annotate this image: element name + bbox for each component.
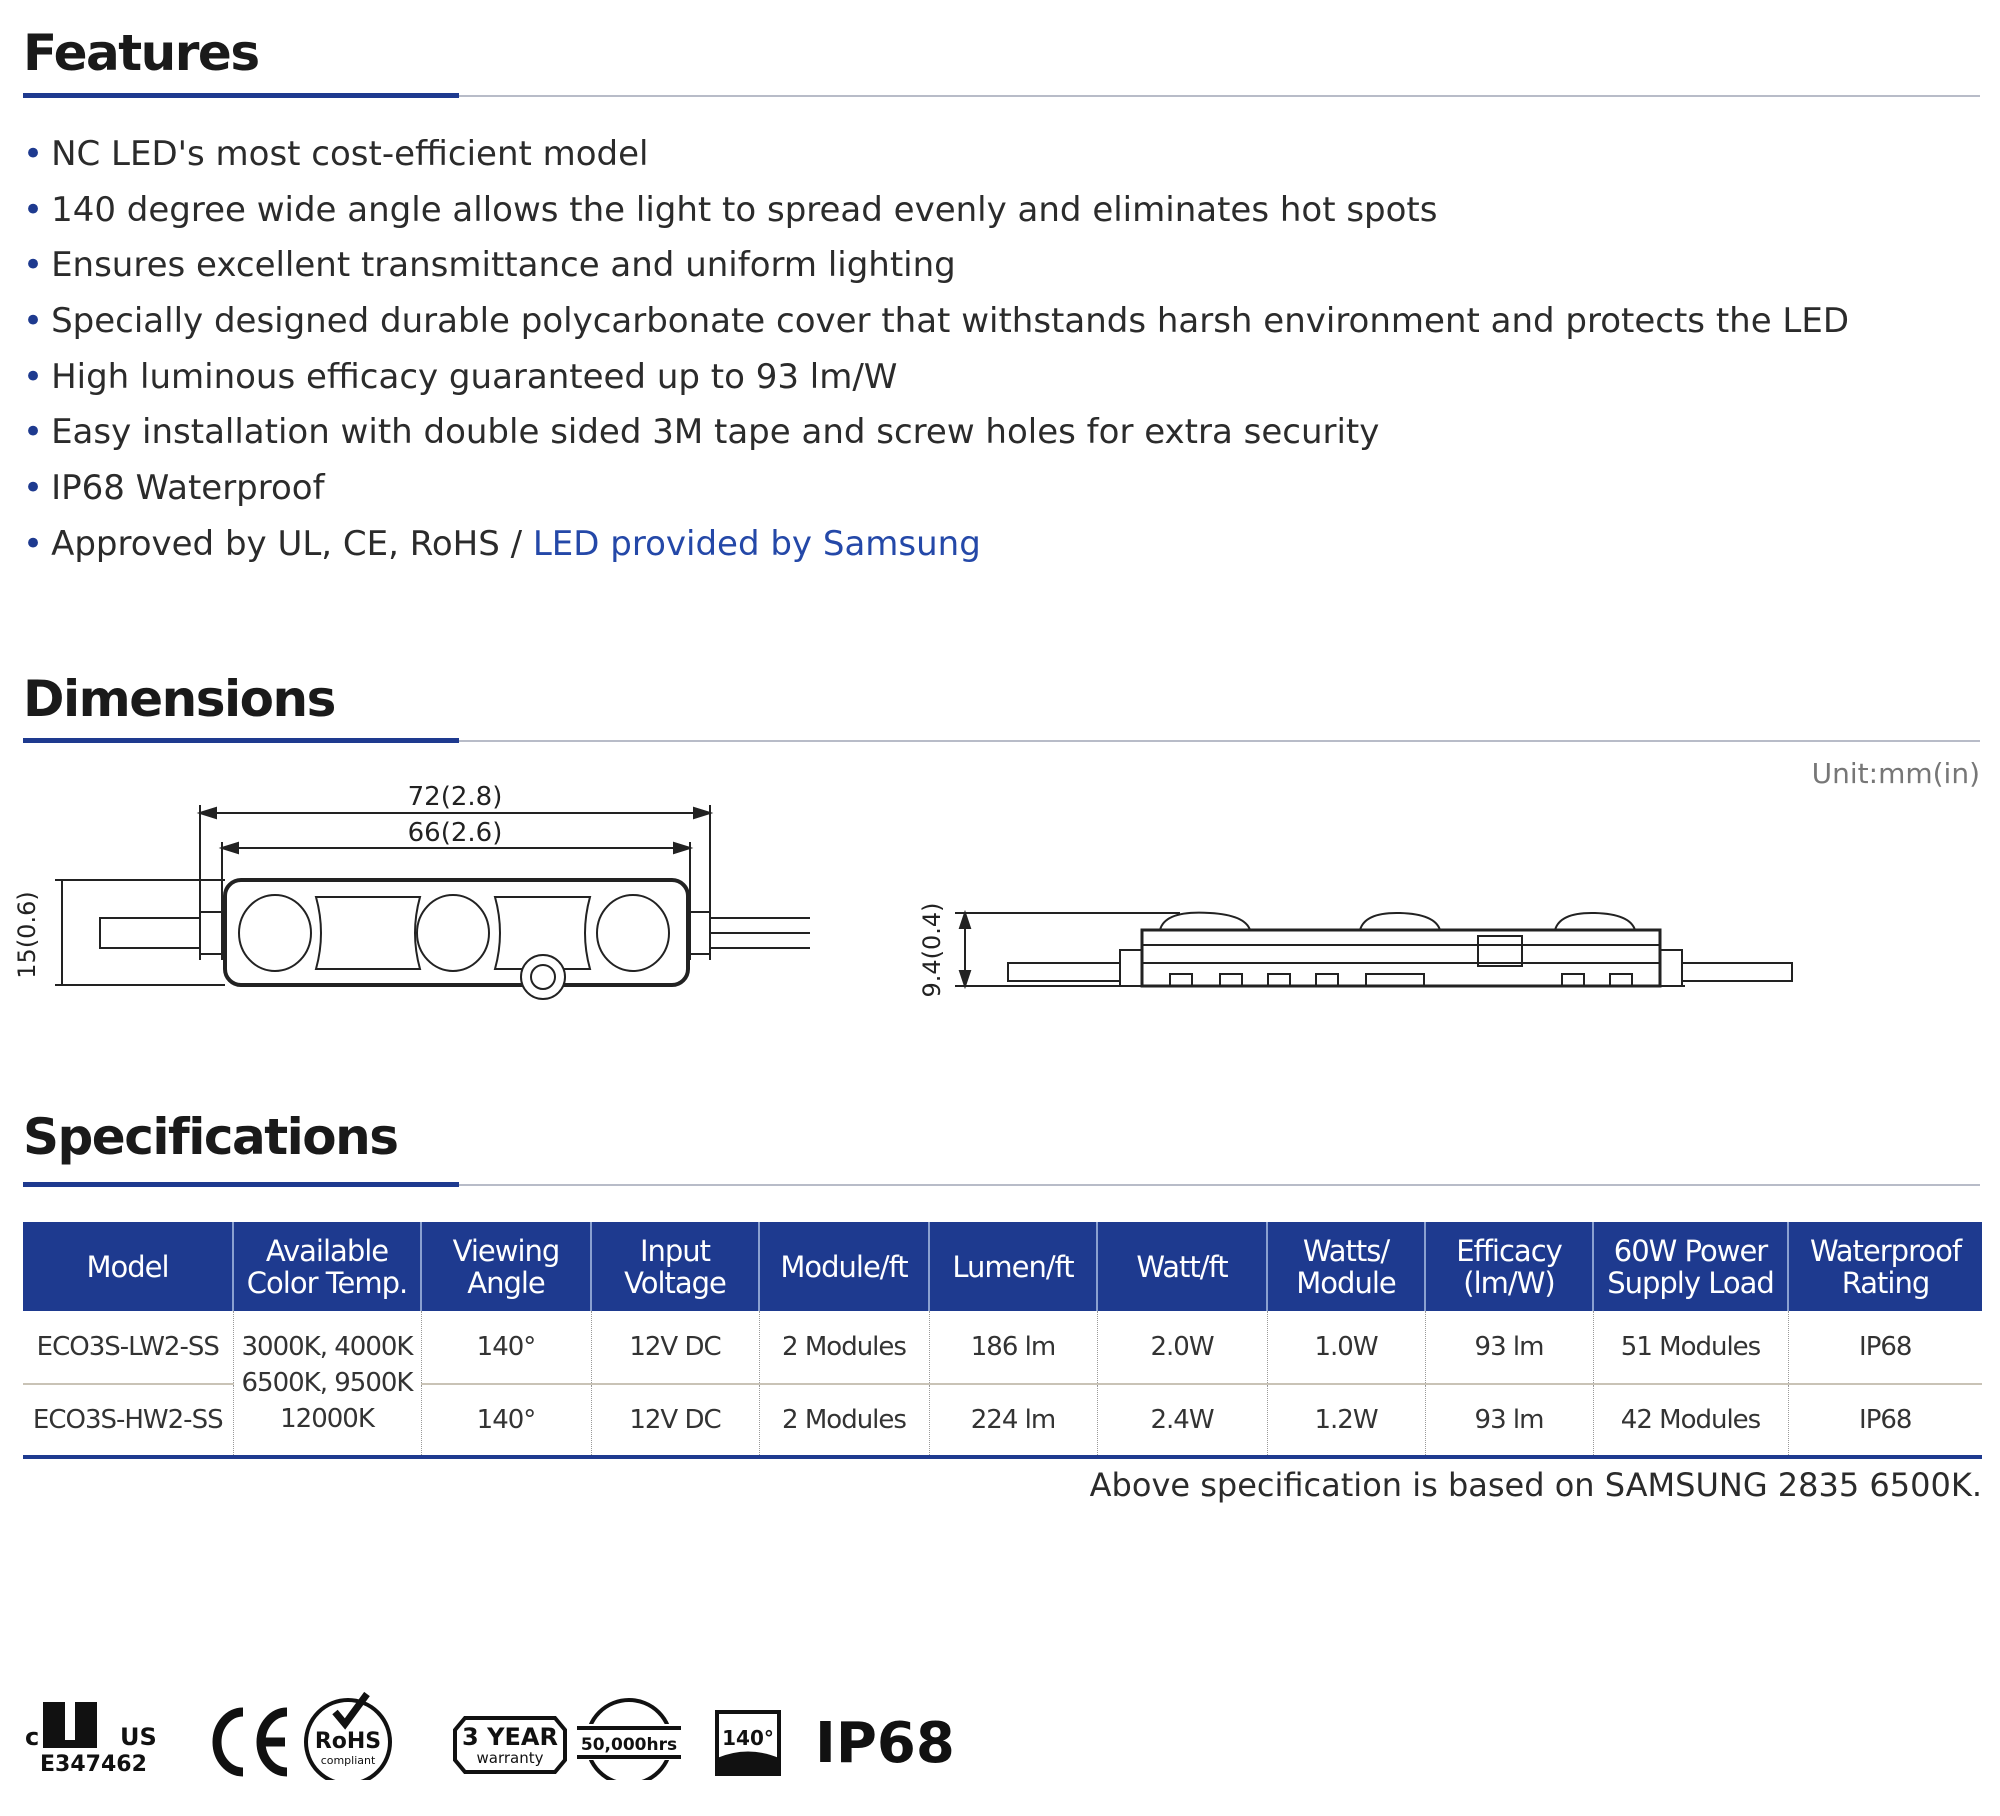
lifetime-text: 50,000hrs: [580, 1735, 678, 1755]
feature-text: 140 degree wide angle allows the light to spread evenly and eliminates hot spots: [51, 189, 1438, 230]
column-header: Viewing Angle: [421, 1222, 591, 1311]
overall-length-label: 72(2.8): [407, 782, 503, 812]
ce-mark-icon: [217, 1712, 287, 1772]
side-view-drawing: [918, 902, 1792, 997]
module-ft-cell: 2 Modules: [759, 1311, 929, 1384]
lifetime-hours-icon: [577, 1700, 681, 1780]
rating-cell: IP68: [1788, 1384, 1982, 1457]
feature-text: NC LED's most cost-efficient model: [51, 134, 649, 174]
feature-item: [23, 130, 1849, 186]
psu-load-cell: 51 Modules: [1593, 1311, 1788, 1384]
watts-module-cell: 1.2W: [1267, 1384, 1425, 1457]
feature-item: [23, 186, 1849, 242]
top-view-drawing: [13, 782, 810, 999]
ul-us: US: [120, 1723, 157, 1751]
certification-logos: [25, 1690, 975, 1780]
dimensions-heading: Dimensions: [23, 670, 335, 728]
feature-item: [23, 408, 1849, 464]
color-temp-cell: 3000K, 4000K 6500K, 9500K 12000K: [233, 1311, 421, 1457]
psu-load-cell: 42 Modules: [1593, 1384, 1788, 1457]
height-label: 9.4(0.4): [918, 902, 946, 998]
column-header: Watts/ Module: [1267, 1222, 1425, 1311]
lumen-ft-cell: 224 lm: [929, 1384, 1097, 1457]
column-header: Module/ft: [759, 1222, 929, 1311]
feature-item: [23, 241, 1849, 297]
ul-listed-icon: [25, 1702, 157, 1777]
watt-ft-cell: 2.4W: [1097, 1384, 1267, 1457]
feature-item: [23, 297, 1849, 353]
features-heading: Features: [23, 24, 259, 82]
column-header: Watt/ft: [1097, 1222, 1267, 1311]
unit-label: Unit:mm(in): [1811, 757, 1980, 790]
column-header: Lumen/ft: [929, 1222, 1097, 1311]
rohs-title: RoHS: [314, 1729, 382, 1754]
feature-text: High luminous efficacy guaranteed up to 93 lm/W: [51, 356, 898, 397]
table-row: [23, 1311, 1982, 1384]
watts-module-cell: 1.0W: [1267, 1311, 1425, 1384]
feature-text: Specially designed durable polycarbonate cover that withstands harsh environment and protects the LED: [51, 301, 1850, 342]
body-length-label: 66(2.6): [407, 818, 503, 848]
warranty-title: 3 YEAR: [462, 1723, 558, 1751]
rating-cell: IP68: [1788, 1311, 1982, 1384]
width-label: 15(0.6): [13, 891, 41, 979]
model-cell: ECO3S-LW2-SS: [23, 1311, 233, 1384]
feature-item: [23, 353, 1849, 409]
features-divider: [23, 95, 1980, 97]
feature-item: [23, 464, 1849, 520]
column-header: Model: [23, 1222, 233, 1311]
lumen-ft-cell: 186 lm: [929, 1311, 1097, 1384]
module-ft-cell: 2 Modules: [759, 1384, 929, 1457]
specifications-heading: Specifications: [23, 1108, 398, 1166]
angle-cell: 140°: [421, 1311, 591, 1384]
feature-text: Easy installation with double sided 3M tape and screw holes for extra security: [51, 412, 1380, 453]
table-header-row: [23, 1222, 1982, 1311]
voltage-cell: 12V DC: [591, 1311, 759, 1384]
feature-text: Ensures excellent transmittance and uniform lighting: [51, 245, 956, 286]
feature-item: [23, 520, 1849, 576]
watt-ft-cell: 2.0W: [1097, 1311, 1267, 1384]
feature-text: Approved by UL, CE, RoHS /: [51, 523, 533, 564]
dimension-drawings: [0, 760, 2000, 1020]
warranty-icon: [455, 1718, 565, 1772]
ip68-icon: IP68: [815, 1711, 955, 1776]
spec-note: Above specification is based on SAMSUNG 2835 6500K.: [1089, 1466, 1982, 1504]
warranty-sub: warranty: [476, 1749, 544, 1767]
voltage-cell: 12V DC: [591, 1384, 759, 1457]
ul-number: E347462: [40, 1752, 147, 1777]
feature-text: IP68 Waterproof: [51, 468, 325, 509]
dimensions-divider: [23, 740, 1980, 742]
rohs-sub: compliant: [320, 1754, 376, 1767]
column-header: Efficacy (lm/W): [1425, 1222, 1593, 1311]
features-list: [23, 130, 1849, 576]
samsung-highlight: LED provided by Samsung: [532, 523, 981, 564]
angle-cell: 140°: [421, 1384, 591, 1457]
column-header: 60W Power Supply Load: [1593, 1222, 1788, 1311]
column-header: Available Color Temp.: [233, 1222, 421, 1311]
rohs-compliant-icon: [306, 1694, 390, 1780]
viewing-angle-icon: [717, 1712, 779, 1774]
model-cell: ECO3S-HW2-SS: [23, 1384, 233, 1457]
efficacy-cell: 93 lm: [1425, 1311, 1593, 1384]
column-header: Waterproof Rating: [1788, 1222, 1982, 1311]
specifications-table: [23, 1222, 1982, 1459]
ul-c: c: [25, 1723, 40, 1751]
angle-text: 140°: [722, 1726, 774, 1750]
efficacy-cell: 93 lm: [1425, 1384, 1593, 1457]
specifications-divider: [23, 1184, 1980, 1186]
column-header: Input Voltage: [591, 1222, 759, 1311]
